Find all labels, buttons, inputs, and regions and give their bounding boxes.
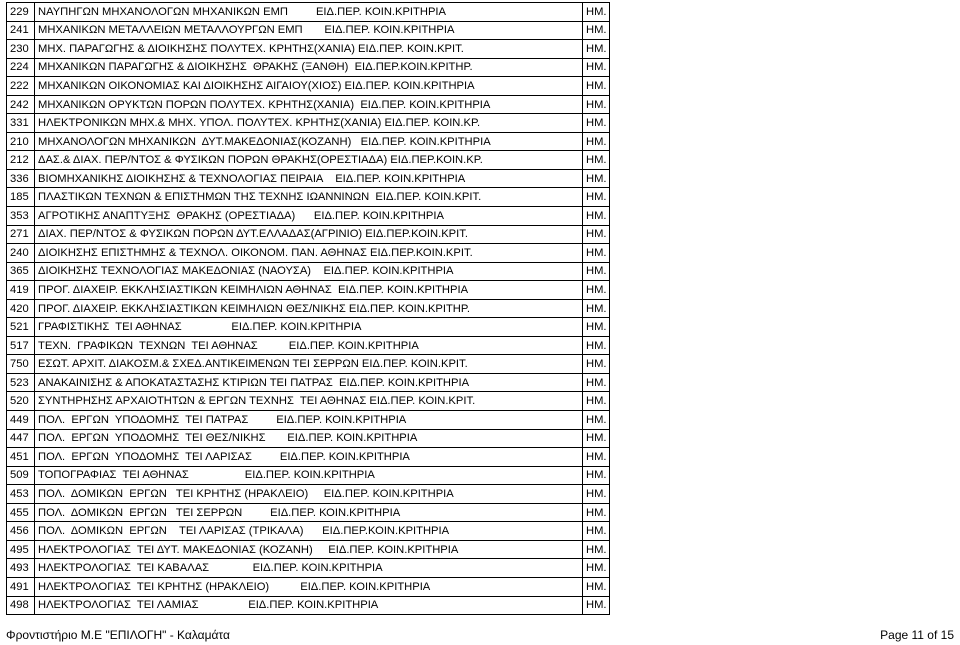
row-tag: ΗΜ. xyxy=(583,448,610,467)
table-row xyxy=(7,392,610,411)
row-code: 230 xyxy=(7,40,35,59)
row-code: 212 xyxy=(7,151,35,170)
row-tag: ΗΜ. xyxy=(583,503,610,522)
row-description: ΠΡΟΓ. ΔΙΑΧΕΙΡ. ΕΚΚΛΗΣΙΑΣΤΙΚΩΝ ΚΕΙΜΗΛΙΩΝ ΘΕΣ/ΝΙΚΗΣ ΕΙΔ.ΠΕΡ. ΚΟΙΝ.ΚΡΙΤΗΡ. xyxy=(35,299,583,318)
table-row xyxy=(7,77,610,96)
row-code: 451 xyxy=(7,448,35,467)
row-description: ΠΟΛ. ΕΡΓΩΝ ΥΠΟΔΟΜΗΣ ΤΕΙ ΘΕΣ/ΝΙΚΗΣ ΕΙΔ.ΠΕΡ. ΚΟΙΝ.ΚΡΙΤΗΡΙΑ xyxy=(35,429,583,448)
row-code: 224 xyxy=(7,58,35,77)
row-description: ΜΗΧΑΝΙΚΩΝ ΟΡΥΚΤΩΝ ΠΟΡΩΝ ΠΟΛΥΤΕΧ. ΚΡΗΤΗΣ(ΧΑΝΙΑ) ΕΙΔ.ΠΕΡ. ΚΟΙΝ.ΚΡΙΤΗΡΙΑ xyxy=(35,95,583,114)
row-code: 520 xyxy=(7,392,35,411)
table-row xyxy=(7,58,610,77)
row-description: ΠΟΛ. ΕΡΓΩΝ ΥΠΟΔΟΜΗΣ ΤΕΙ ΛΑΡΙΣΑΣ ΕΙΔ.ΠΕΡ. ΚΟΙΝ.ΚΡΙΤΗΡΙΑ xyxy=(35,448,583,467)
row-tag: ΗΜ. xyxy=(583,225,610,244)
row-description: ΠΛΑΣΤΙΚΩΝ ΤΕΧΝΩΝ & ΕΠΙΣΤΗΜΩΝ ΤΗΣ ΤΕΧΝΗΣ ΙΩΑΝΝΙΝΩΝ ΕΙΔ.ΠΕΡ. ΚΟΙΝ.ΚΡΙΤ. xyxy=(35,188,583,207)
footer-left: Φροντιστήριο Μ.Ε "ΕΠΙΛΟΓΗ" - Καλαμάτα xyxy=(6,628,230,642)
row-tag: ΗΜ. xyxy=(583,58,610,77)
row-tag: ΗΜ. xyxy=(583,114,610,133)
table-row xyxy=(7,411,610,430)
row-code: 353 xyxy=(7,207,35,226)
row-code: 453 xyxy=(7,485,35,504)
table-row xyxy=(7,95,610,114)
table-row xyxy=(7,540,610,559)
row-tag: ΗΜ. xyxy=(583,411,610,430)
row-description: ΜΗΧΑΝΙΚΩΝ ΠΑΡΑΓΩΓΗΣ & ΔΙΟΙΚΗΣΗΣ ΘΡΑΚΗΣ (ΞΑΝΘΗ) ΕΙΔ.ΠΕΡ.ΚΟΙΝ.ΚΡΙΤΗΡ. xyxy=(35,58,583,77)
row-tag: ΗΜ. xyxy=(583,40,610,59)
row-description: ΔΙΟΙΚΗΣΗΣ ΕΠΙΣΤΗΜΗΣ & ΤΕΧΝΟΛ. ΟΙΚΟΝΟΜ. ΠΑΝ. ΑΘΗΝΑΣ ΕΙΔ.ΠΕΡ.ΚΟΙΝ.ΚΡΙΤ. xyxy=(35,244,583,263)
table-row xyxy=(7,466,610,485)
row-description: ΜΗΧΑΝΟΛΟΓΩΝ ΜΗΧΑΝΙΚΩΝ ΔΥΤ.ΜΑΚΕΔΟΝΙΑΣ(ΚΟΖΑΝΗ) ΕΙΔ.ΠΕΡ. ΚΟΙΝ.ΚΡΙΤΗΡΙΑ xyxy=(35,132,583,151)
row-code: 517 xyxy=(7,336,35,355)
table-row xyxy=(7,281,610,300)
row-code: 455 xyxy=(7,503,35,522)
row-tag: ΗΜ. xyxy=(583,336,610,355)
row-tag: ΗΜ. xyxy=(583,151,610,170)
row-code: 523 xyxy=(7,373,35,392)
row-description: ΠΡΟΓ. ΔΙΑΧΕΙΡ. ΕΚΚΛΗΣΙΑΣΤΙΚΩΝ ΚΕΙΜΗΛΙΩΝ ΑΘΗΝΑΣ ΕΙΔ.ΠΕΡ. ΚΟΙΝ.ΚΡΙΤΗΡΙΑ xyxy=(35,281,583,300)
table-row xyxy=(7,485,610,504)
row-tag: ΗΜ. xyxy=(583,596,610,615)
row-description: ΓΡΑΦΙΣΤΙΚΗΣ ΤΕΙ ΑΘΗΝΑΣ ΕΙΔ.ΠΕΡ. ΚΟΙΝ.ΚΡΙΤΗΡΙΑ xyxy=(35,318,583,337)
row-code: 242 xyxy=(7,95,35,114)
table-row xyxy=(7,132,610,151)
table-row xyxy=(7,577,610,596)
departments-table xyxy=(6,2,610,615)
row-description: ΗΛΕΚΤΡΟΛΟΓΙΑΣ ΤΕΙ ΚΡΗΤΗΣ (ΗΡΑΚΛΕΙΟ) ΕΙΔ.ΠΕΡ. ΚΟΙΝ.ΚΡΙΤΗΡΙΑ xyxy=(35,577,583,596)
row-description: ΗΛΕΚΤΡΟΛΟΓΙΑΣ ΤΕΙ ΔΥΤ. ΜΑΚΕΔΟΝΙΑΣ (ΚΟΖΑΝΗ) ΕΙΔ.ΠΕΡ. ΚΟΙΝ.ΚΡΙΤΗΡΙΑ xyxy=(35,540,583,559)
row-tag: ΗΜ. xyxy=(583,132,610,151)
row-description: ΔΙΟΙΚΗΣΗΣ ΤΕΧΝΟΛΟΓΙΑΣ ΜΑΚΕΔΟΝΙΑΣ (ΝΑΟΥΣΑ) ΕΙΔ.ΠΕΡ. ΚΟΙΝ.ΚΡΙΤΗΡΙΑ xyxy=(35,262,583,281)
row-tag: ΗΜ. xyxy=(583,262,610,281)
table-row xyxy=(7,40,610,59)
row-description: ΜΗΧ. ΠΑΡΑΓΩΓΗΣ & ΔΙΟΙΚΗΣΗΣ ΠΟΛΥΤΕΧ. ΚΡΗΤΗΣ(ΧΑΝΙΑ) ΕΙΔ.ΠΕΡ. ΚΟΙΝ.ΚΡΙΤ. xyxy=(35,40,583,59)
row-description: ΣΥΝΤΗΡΗΣΗΣ ΑΡΧΑΙΟΤΗΤΩΝ & ΕΡΓΩΝ ΤΕΧΝΗΣ ΤΕΙ ΑΘΗΝΑΣ ΕΙΔ.ΠΕΡ. ΚΟΙΝ.ΚΡΙΤ. xyxy=(35,392,583,411)
row-code: 336 xyxy=(7,169,35,188)
row-code: 509 xyxy=(7,466,35,485)
row-code: 210 xyxy=(7,132,35,151)
table-row xyxy=(7,503,610,522)
table-row xyxy=(7,559,610,578)
row-description: ΔΑΣ.& ΔΙΑΧ. ΠΕΡ/ΝΤΟΣ & ΦΥΣΙΚΩΝ ΠΟΡΩΝ ΘΡΑΚΗΣ(ΟΡΕΣΤΙΑΔΑ) ΕΙΔ.ΠΕΡ.ΚΟΙΝ.ΚΡ. xyxy=(35,151,583,170)
row-code: 521 xyxy=(7,318,35,337)
row-tag: ΗΜ. xyxy=(583,318,610,337)
row-code: 420 xyxy=(7,299,35,318)
table-row xyxy=(7,448,610,467)
row-tag: ΗΜ. xyxy=(583,540,610,559)
row-description: ΠΟΛ. ΔΟΜΙΚΩΝ ΕΡΓΩΝ ΤΕΙ ΣΕΡΡΩΝ ΕΙΔ.ΠΕΡ. ΚΟΙΝ.ΚΡΙΤΗΡΙΑ xyxy=(35,503,583,522)
row-code: 447 xyxy=(7,429,35,448)
row-code: 365 xyxy=(7,262,35,281)
row-code: 222 xyxy=(7,77,35,96)
row-code: 491 xyxy=(7,577,35,596)
row-description: ΤΟΠΟΓΡΑΦΙΑΣ ΤΕΙ ΑΘΗΝΑΣ ΕΙΔ.ΠΕΡ. ΚΟΙΝ.ΚΡΙΤΗΡΙΑ xyxy=(35,466,583,485)
row-tag: ΗΜ. xyxy=(583,466,610,485)
row-code: 240 xyxy=(7,244,35,263)
row-code: 449 xyxy=(7,411,35,430)
table-row xyxy=(7,114,610,133)
row-tag: ΗΜ. xyxy=(583,299,610,318)
table-row xyxy=(7,169,610,188)
row-tag: ΗΜ. xyxy=(583,188,610,207)
row-code: 498 xyxy=(7,596,35,615)
row-tag: ΗΜ. xyxy=(583,392,610,411)
row-code: 750 xyxy=(7,355,35,374)
row-code: 331 xyxy=(7,114,35,133)
table-row xyxy=(7,262,610,281)
row-tag: ΗΜ. xyxy=(583,281,610,300)
row-description: ΤΕΧΝ. ΓΡΑΦΙΚΩΝ ΤΕΧΝΩΝ ΤΕΙ ΑΘΗΝΑΣ ΕΙΔ.ΠΕΡ. ΚΟΙΝ.ΚΡΙΤΗΡΙΑ xyxy=(35,336,583,355)
row-description: ΗΛΕΚΤΡΟΛΟΓΙΑΣ ΤΕΙ ΛΑΜΙΑΣ ΕΙΔ.ΠΕΡ. ΚΟΙΝ.ΚΡΙΤΗΡΙΑ xyxy=(35,596,583,615)
row-description: ΑΓΡΟΤΙΚΗΣ ΑΝΑΠΤΥΞΗΣ ΘΡΑΚΗΣ (ΟΡΕΣΤΙΑΔΑ) ΕΙΔ.ΠΕΡ. ΚΟΙΝ.ΚΡΙΤΗΡΙΑ xyxy=(35,207,583,226)
row-tag: ΗΜ. xyxy=(583,485,610,504)
row-code: 456 xyxy=(7,522,35,541)
row-description: ΠΟΛ. ΔΟΜΙΚΩΝ ΕΡΓΩΝ ΤΕΙ ΚΡΗΤΗΣ (ΗΡΑΚΛΕΙΟ) ΕΙΔ.ΠΕΡ. ΚΟΙΝ.ΚΡΙΤΗΡΙΑ xyxy=(35,485,583,504)
table-row xyxy=(7,207,610,226)
row-description: ΔΙΑΧ. ΠΕΡ/ΝΤΟΣ & ΦΥΣΙΚΩΝ ΠΟΡΩΝ ΔΥΤ.ΕΛΛΑΔΑΣ(ΑΓΡΙΝΙΟ) ΕΙΔ.ΠΕΡ.ΚΟΙΝ.ΚΡΙΤ. xyxy=(35,225,583,244)
table-row xyxy=(7,225,610,244)
table-row xyxy=(7,336,610,355)
row-code: 495 xyxy=(7,540,35,559)
row-code: 419 xyxy=(7,281,35,300)
table-row xyxy=(7,429,610,448)
table-row xyxy=(7,355,610,374)
row-code: 493 xyxy=(7,559,35,578)
row-tag: ΗΜ. xyxy=(583,244,610,263)
table-row xyxy=(7,522,610,541)
row-code: 241 xyxy=(7,21,35,40)
table-row xyxy=(7,318,610,337)
row-tag: ΗΜ. xyxy=(583,373,610,392)
row-description: ΠΟΛ. ΔΟΜΙΚΩΝ ΕΡΓΩΝ ΤΕΙ ΛΑΡΙΣΑΣ (ΤΡΙΚΑΛΑ) ΕΙΔ.ΠΕΡ.ΚΟΙΝ.ΚΡΙΤΗΡΙΑ xyxy=(35,522,583,541)
row-description: ΗΛΕΚΤΡΟΝΙΚΩΝ ΜΗΧ.& ΜΗΧ. ΥΠΟΛ. ΠΟΛΥΤΕΧ. ΚΡΗΤΗΣ(ΧΑΝΙΑ) ΕΙΔ.ΠΕΡ. ΚΟΙΝ.ΚΡ. xyxy=(35,114,583,133)
row-description: ΠΟΛ. ΕΡΓΩΝ ΥΠΟΔΟΜΗΣ ΤΕΙ ΠΑΤΡΑΣ ΕΙΔ.ΠΕΡ. ΚΟΙΝ.ΚΡΙΤΗΡΙΑ xyxy=(35,411,583,430)
table-row xyxy=(7,21,610,40)
table-row xyxy=(7,373,610,392)
row-code: 229 xyxy=(7,3,35,22)
page-number: Page 11 of 15 xyxy=(880,628,954,642)
row-tag: ΗΜ. xyxy=(583,95,610,114)
row-code: 185 xyxy=(7,188,35,207)
table-row xyxy=(7,3,610,22)
table-row xyxy=(7,188,610,207)
table-row xyxy=(7,299,610,318)
row-description: ΒΙΟΜΗΧΑΝΙΚΗΣ ΔΙΟΙΚΗΣΗΣ & ΤΕΧΝΟΛΟΓΙΑΣ ΠΕΙΡΑΙΑ ΕΙΔ.ΠΕΡ. ΚΟΙΝ.ΚΡΙΤΗΡΙΑ xyxy=(35,169,583,188)
row-description: ΜΗΧΑΝΙΚΩΝ ΟΙΚΟΝΟΜΙΑΣ ΚΑΙ ΔΙΟΙΚΗΣΗΣ ΑΙΓΑΙΟΥ(ΧΙΟΣ) ΕΙΔ.ΠΕΡ. ΚΟΙΝ.ΚΡΙΤΗΡΙΑ xyxy=(35,77,583,96)
row-tag: ΗΜ. xyxy=(583,559,610,578)
table-row xyxy=(7,596,610,615)
table-row xyxy=(7,151,610,170)
table-body xyxy=(7,3,610,615)
row-description: ΗΛΕΚΤΡΟΛΟΓΙΑΣ ΤΕΙ ΚΑΒΑΛΑΣ ΕΙΔ.ΠΕΡ. ΚΟΙΝ.ΚΡΙΤΗΡΙΑ xyxy=(35,559,583,578)
row-description: ΝΑΥΠΗΓΩΝ ΜΗΧΑΝΟΛΟΓΩΝ ΜΗΧΑΝΙΚΩΝ ΕΜΠ ΕΙΔ.ΠΕΡ. ΚΟΙΝ.ΚΡΙΤΗΡΙΑ xyxy=(35,3,583,22)
row-description: ΜΗΧΑΝΙΚΩΝ ΜΕΤΑΛΛΕΙΩΝ ΜΕΤΑΛΛΟΥΡΓΩΝ ΕΜΠ ΕΙΔ.ΠΕΡ. ΚΟΙΝ.ΚΡΙΤΗΡΙΑ xyxy=(35,21,583,40)
row-description: ΕΣΩΤ. ΑΡΧΙΤ. ΔΙΑΚΟΣΜ.& ΣΧΕΔ.ΑΝΤΙΚΕΙΜΕΝΩΝ ΤΕΙ ΣΕΡΡΩΝ ΕΙΔ.ΠΕΡ. ΚΟΙΝ.ΚΡΙΤ. xyxy=(35,355,583,374)
table-row xyxy=(7,244,610,263)
row-tag: ΗΜ. xyxy=(583,207,610,226)
row-tag: ΗΜ. xyxy=(583,77,610,96)
row-tag: ΗΜ. xyxy=(583,169,610,188)
row-tag: ΗΜ. xyxy=(583,3,610,22)
row-tag: ΗΜ. xyxy=(583,21,610,40)
row-code: 271 xyxy=(7,225,35,244)
row-tag: ΗΜ. xyxy=(583,522,610,541)
row-tag: ΗΜ. xyxy=(583,429,610,448)
row-tag: ΗΜ. xyxy=(583,577,610,596)
row-tag: ΗΜ. xyxy=(583,355,610,374)
row-description: ΑΝΑΚΑΙΝΙΣΗΣ & ΑΠΟΚΑΤΑΣΤΑΣΗΣ ΚΤΙΡΙΩΝ ΤΕΙ ΠΑΤΡΑΣ ΕΙΔ.ΠΕΡ. ΚΟΙΝ.ΚΡΙΤΗΡΙΑ xyxy=(35,373,583,392)
